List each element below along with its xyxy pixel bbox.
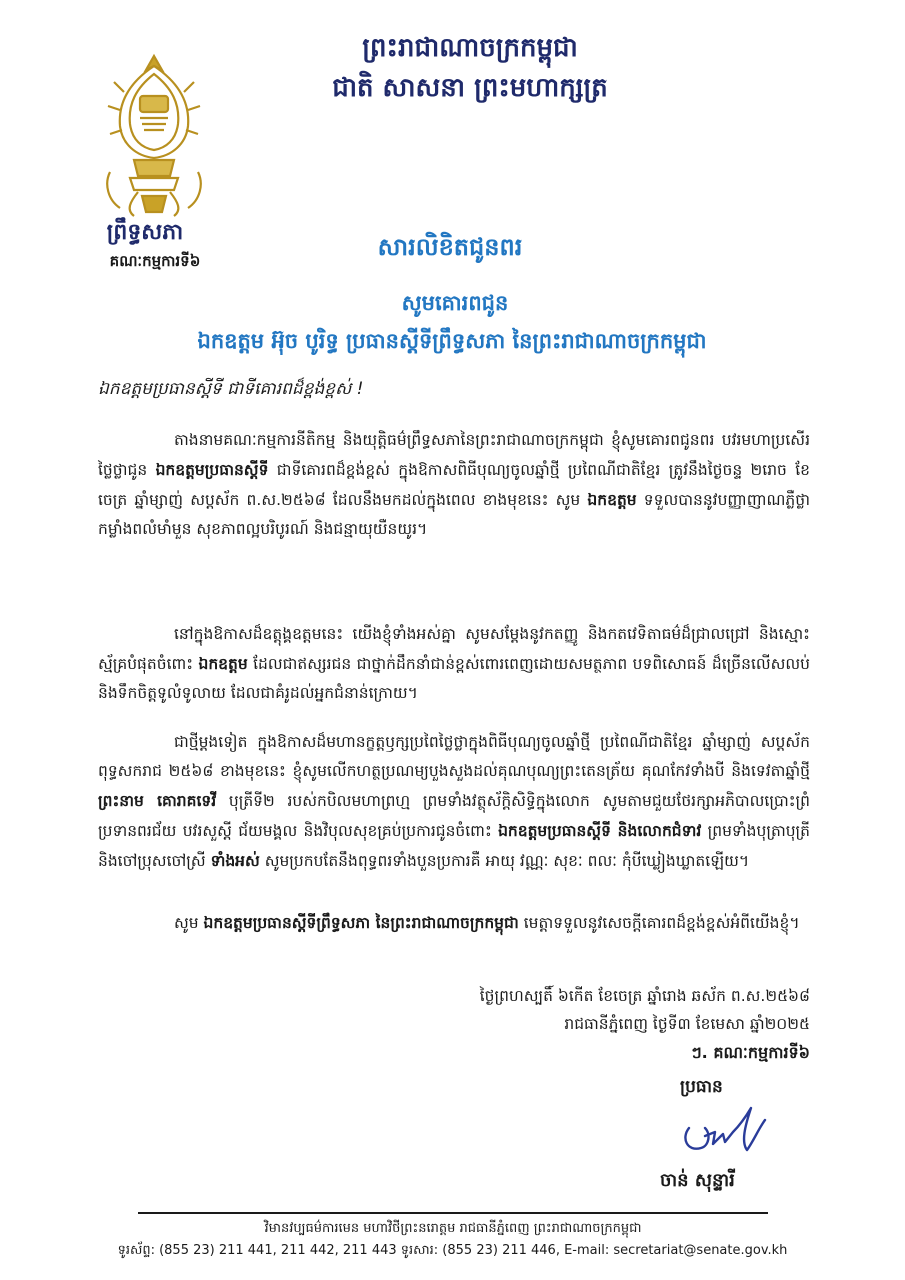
- paragraph-1: [98, 426, 810, 544]
- p4-text-c: មេត្តាទទួលនូវសេចក្តីគោរពដ៏ខ្ពង់ខ្ពស់អំពីយើងខ្ញុំ។: [518, 914, 800, 932]
- p1-bold-d: ឯកឧត្តម: [587, 490, 637, 509]
- date-lunar: ថ្ងៃព្រហស្បតិ៍ ៦កើត ខែចេត្រ ឆ្នាំរោង ឆស័ក ព.ស.២៥៦៨: [479, 987, 810, 1005]
- p2-text-c: ដែលជាឥស្សរជន ជាថ្នាក់ដឹកនាំជាន់ខ្ពស់ពោរពេញដោយសមត្ថភាព បទពិសោធន៍ ដ៏ច្រើនលើសលប់ និងទឹកចិត្តទូលំទូលាយ ដែលជាគំរូដល់អ្នកជំនាន់ក្រោយ។: [98, 655, 810, 702]
- p1-bold-b: ឯកឧត្តមប្រធានស្តីទី: [155, 460, 269, 479]
- kingdom-title: ព្រះរាជាណាចក្រកម្ពុជា: [362, 33, 578, 63]
- p3-text-c: បុត្រីទី២ របស់កបិលមហាព្រហ្ម ព្រមទាំងវត្ថុស័ក្តិសិទ្ធិក្នុងលោក សូមតាមជួយថែរក្សាអភិបាលប្រោះព្រំ ប្រទានពរជ័យ បវរសួស្តី ជ័យមង្គល និងវិបុលសុខគ្រប់ប្រការជូនចំពោះ: [98, 792, 810, 840]
- paragraph-4: [98, 908, 810, 938]
- addressee: ឯកឧត្តម អ៊ុច បូរិទ្ធ ប្រធានស្តីទីព្រឹទ្ធសភា នៃព្រះរាជាណាចក្រកម្ពុជា: [197, 328, 707, 353]
- date-solar: រាជធានីភ្នំពេញ ថ្ងៃទី៣ ខែមេសា ឆ្នាំ២០២៥: [564, 1015, 810, 1033]
- signer-name: ចាន់ សុន្ទារី: [660, 1170, 735, 1191]
- signer-role: ប្រធាន: [680, 1077, 723, 1097]
- p3-text-g: សូមប្រកបតែនឹងពុទ្ធពរទាំងបួនប្រការគឺ អាយុ វណ្ណៈ សុខៈ ពលៈ កុំបីឃ្លៀងឃ្លាតឡើយ។: [259, 852, 750, 870]
- p4-text-a: សូម: [174, 914, 204, 932]
- p1-text-c: ជាទីគោរពដ៏ខ្ពង់ខ្ពស់ ក្នុងឱកាសពិធីបុណ្យចូលឆ្នាំថ្មី ប្រពៃណីជាតិខ្មែរ ត្រូវនឹងថ្ងៃចន្ទ ២រោច ខែចេត្រ ឆ្នាំម្សាញ់ សប្តស័ក ព.ស.២៥៦៨ ដែលនឹងមកដល់ក្នុងពេល ខាងមុខនេះ សូម: [98, 461, 810, 509]
- kingdom-header: [320, 28, 620, 108]
- p3-bold-b: ព្រះនាម គោរាគទេវី: [98, 791, 217, 810]
- p2-text-a: នៅក្នុងឱកាសដ៏ឧត្តុង្គឧត្តមនេះ យើងខ្ញុំទាំងអស់គ្នា សូមសម្តែងនូវកតញ្ញូ និងកតវេទិតាធម៌ដ៏ជ្រាលជ្រៅ និងស្មោះស្ម័គ្របំផុតចំពោះ: [98, 625, 810, 673]
- letter-title: សារលិខិតជូនពរ: [377, 232, 523, 261]
- institution-name: ព្រឹទ្ធសភា: [106, 219, 184, 245]
- p3-bold-f: ទាំងអស់: [210, 851, 260, 870]
- salutation: ឯកឧត្តមប្រធានស្តីទី ជាទីគោរពដ៏ខ្ពង់ខ្ពស់ !: [98, 379, 364, 399]
- commission-name: គណៈកម្មការទី៦: [109, 252, 201, 270]
- senate-emblem-icon: [100, 52, 208, 220]
- p3-text-e: ព្រមទាំងបុត្រាបុត្រី និងចៅប្រុសចៅស្រី: [98, 822, 811, 870]
- national-motto: ជាតិ សាសនា ព្រះមហាក្សត្រ: [332, 73, 608, 103]
- respect-line: សូមគោរពជូន: [401, 290, 509, 315]
- paragraph-2: [98, 620, 810, 708]
- footer-address: វិមានវប្បធម៌ការមេន មហាវិថីព្រះនរោត្តម រាជធានីភ្នំពេញ ព្រះរាជាណាចក្រកម្ពុជា: [264, 1221, 642, 1236]
- p4-bold-b: ឯកឧត្តមប្រធានស្តីទីព្រឹទ្ធសភា នៃព្រះរាជាណាចក្រកម្ពុជា: [203, 913, 519, 932]
- footer-divider: [138, 1212, 768, 1214]
- paragraph-3: [98, 728, 810, 876]
- p2-bold-b: ឯកឧត្តម: [198, 654, 248, 673]
- p3-text-a: ជាថ្មីម្តងទៀត ក្នុងឱកាសដ៏មហានក្ខត្តឫក្សប្រពៃថ្លៃថ្លាក្នុងពិធីបុណ្យចូលឆ្នាំថ្មី ប្រពៃណីជាតិខ្មែរ ឆ្នាំម្សាញ់ សប្តស័ក ពុទ្ធសករាជ ២៥៦៨ ខាងមុខនេះ ខ្ញុំសូមលើកហត្ថប្រណម្យបួងសួងដល់គុណបុណ្យព្រះតេនត្រ័យ គុណកែវទាំងបី និងទេវតាឆ្នាំថ្មី: [98, 733, 810, 780]
- p3-bold-d: ឯកឧត្តមប្រធានស្តីទី និងលោកជំទាវ: [498, 821, 702, 840]
- p1-text-e: ទទួលបាននូវបញ្ញាញាណភ្លឺថ្លា កម្លាំងពលំមាំមួន សុខភាពល្អបរិបូរណ៍ និងជន្មាយុយឺនយូរ។: [98, 491, 810, 538]
- footer-contact: ទូរស័ព្ទ: (855 23) 211 441, 211 442, 211 443 ទូរសារ: (855 23) 211 446, E-mail: secretariat@senate.gov.kh: [117, 1243, 788, 1258]
- p1-text-a: តាងនាមគណៈកម្មការនីតិកម្ម និងយុត្តិធម៌ព្រឹទ្ធសភានៃព្រះរាជាណាចក្រកម្ពុជា ខ្ញុំសូមគោរពជូនពរ បវរមហាប្រសើរថ្លៃថ្លាជូន: [98, 431, 810, 479]
- signature-icon: [675, 1098, 785, 1158]
- signer-organization: ៗ. គណៈកម្មការទី៦: [691, 1043, 810, 1062]
